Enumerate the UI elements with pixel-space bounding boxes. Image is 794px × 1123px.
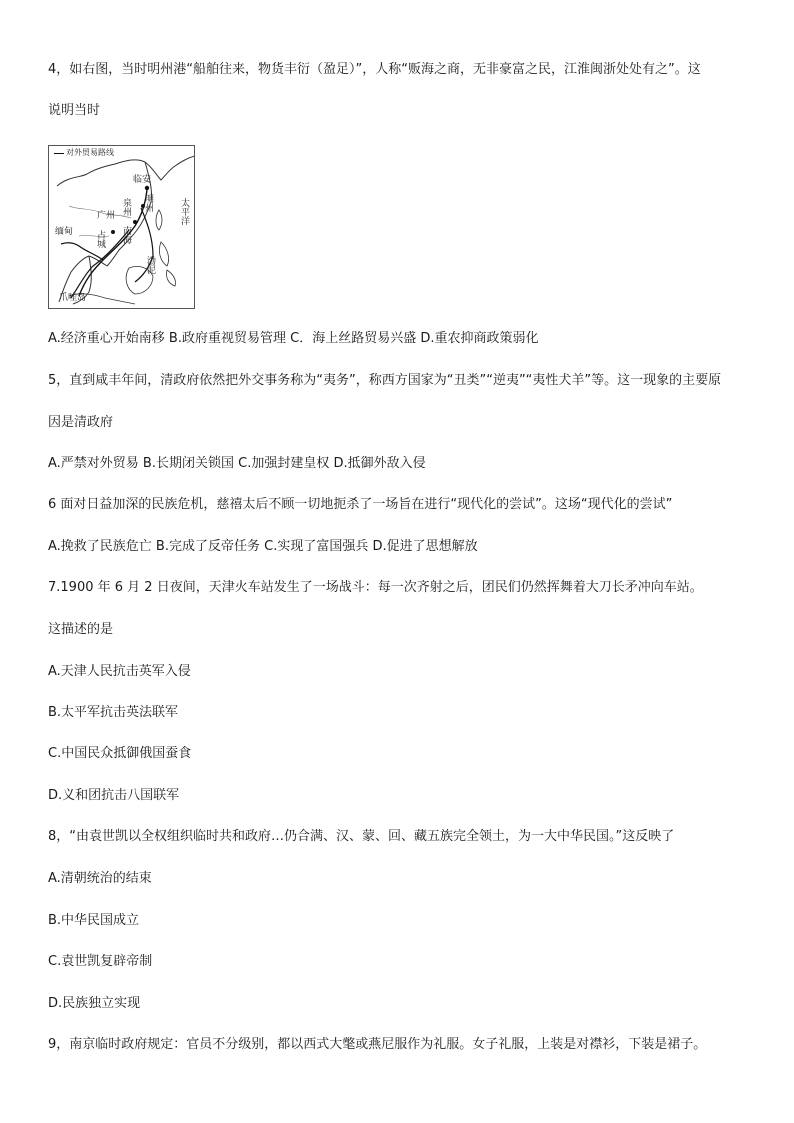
- question-8-option-c: C.袁世凯复辟帝制: [48, 954, 153, 969]
- quanzhou-marker: [133, 220, 137, 224]
- map-label-zhancheng: 占城: [95, 230, 105, 248]
- trade-route-map: [48, 145, 195, 309]
- question-8-option-b: B.中华民国成立: [48, 913, 140, 928]
- question-7-stem-line1: 7.1900 年 6 月 2 日夜间，天津火车站发生了一场战斗：每一次齐射之后，团民们仍然挥舞着大刀长矛冲向车站。: [48, 580, 703, 595]
- question-4-stem-line2: 说明当时: [48, 103, 101, 118]
- map-label-mingzhou: 明州: [143, 194, 153, 212]
- linan-marker: [145, 186, 149, 190]
- question-4-stem-line1: 4，如右图，当时明州港“船舶往来，物货丰衍（盈足）”，人称“贩海之商，无非豪富之民，江淮闽浙处处有之”。这: [48, 62, 701, 77]
- map-label-miandian: 缅甸: [55, 227, 74, 237]
- map-label-taipingyang: 太平洋: [179, 198, 189, 225]
- question-6-options: A.挽救了民族危亡 B.完成了反帝任务 C.实现了富国强兵 D.促进了思想解放: [48, 539, 478, 554]
- question-7-stem-line2: 这描述的是: [48, 622, 114, 637]
- question-9-stem-line1: 9，南京临时政府规定：官员不分级别，都以西式大氅或燕尼服作为礼服。女子礼服，上装是对襟衫，下装是裙子。: [48, 1037, 707, 1052]
- question-7-option-a: A.天津人民抗击英军入侵: [48, 664, 191, 679]
- map-label-boni: 渤泥: [145, 256, 155, 274]
- map-legend-text: 对外贸易路线: [66, 148, 114, 157]
- map-legend: [52, 148, 116, 157]
- question-4-options: A.经济重心开始南移 B.政府重视贸易管理 C．海上丝路贸易兴盛 D.重农抑商政策弱化: [48, 331, 539, 346]
- map-label-guangzhou: 广州: [97, 211, 116, 221]
- legend-line-icon: [54, 153, 64, 154]
- question-5-stem-line1: 5，直到咸丰年间，清政府依然把外交事务称为“夷务”，称西方国家为“丑类”“逆夷”“夷性犬羊”等。这一现象的主要原: [48, 373, 722, 388]
- question-6-stem-line1: 6 面对日益加深的民族危机，慈禧太后不顾一切地扼杀了一场旨在进行“现代化的尝试”。这场“现代化的尝试”: [48, 497, 673, 512]
- question-7-option-d: D.义和团抗击八国联军: [48, 788, 180, 803]
- question-5-options: A.严禁对外贸易 B.长期闭关锁国 C.加强封建皇权 D.抵御外敌入侵: [48, 456, 426, 471]
- question-8-stem-line1: 8，“由袁世凯以全权组织临时共和政府…仍合满、汉、蒙、回、藏五族完全领土，为一大中华民国。”这反映了: [48, 829, 675, 844]
- question-8-option-a: A.清朝统治的结束: [48, 871, 152, 886]
- question-7-option-b: B.太平军抗击英法联军: [48, 705, 179, 720]
- question-8-option-d: D.民族独立实现: [48, 996, 141, 1011]
- map-label-nanhai: 南海: [121, 226, 131, 244]
- question-7-option-c: C.中国民众抵御俄国蚕食: [48, 746, 192, 761]
- guangzhou-marker: [111, 230, 115, 234]
- map-label-quanzhou: 泉州: [121, 198, 131, 216]
- question-5-stem-line2: 因是清政府: [48, 415, 114, 430]
- map-label-zhuawa: 爪哇岛: [59, 293, 87, 303]
- map-label-linan: 临安: [133, 175, 152, 185]
